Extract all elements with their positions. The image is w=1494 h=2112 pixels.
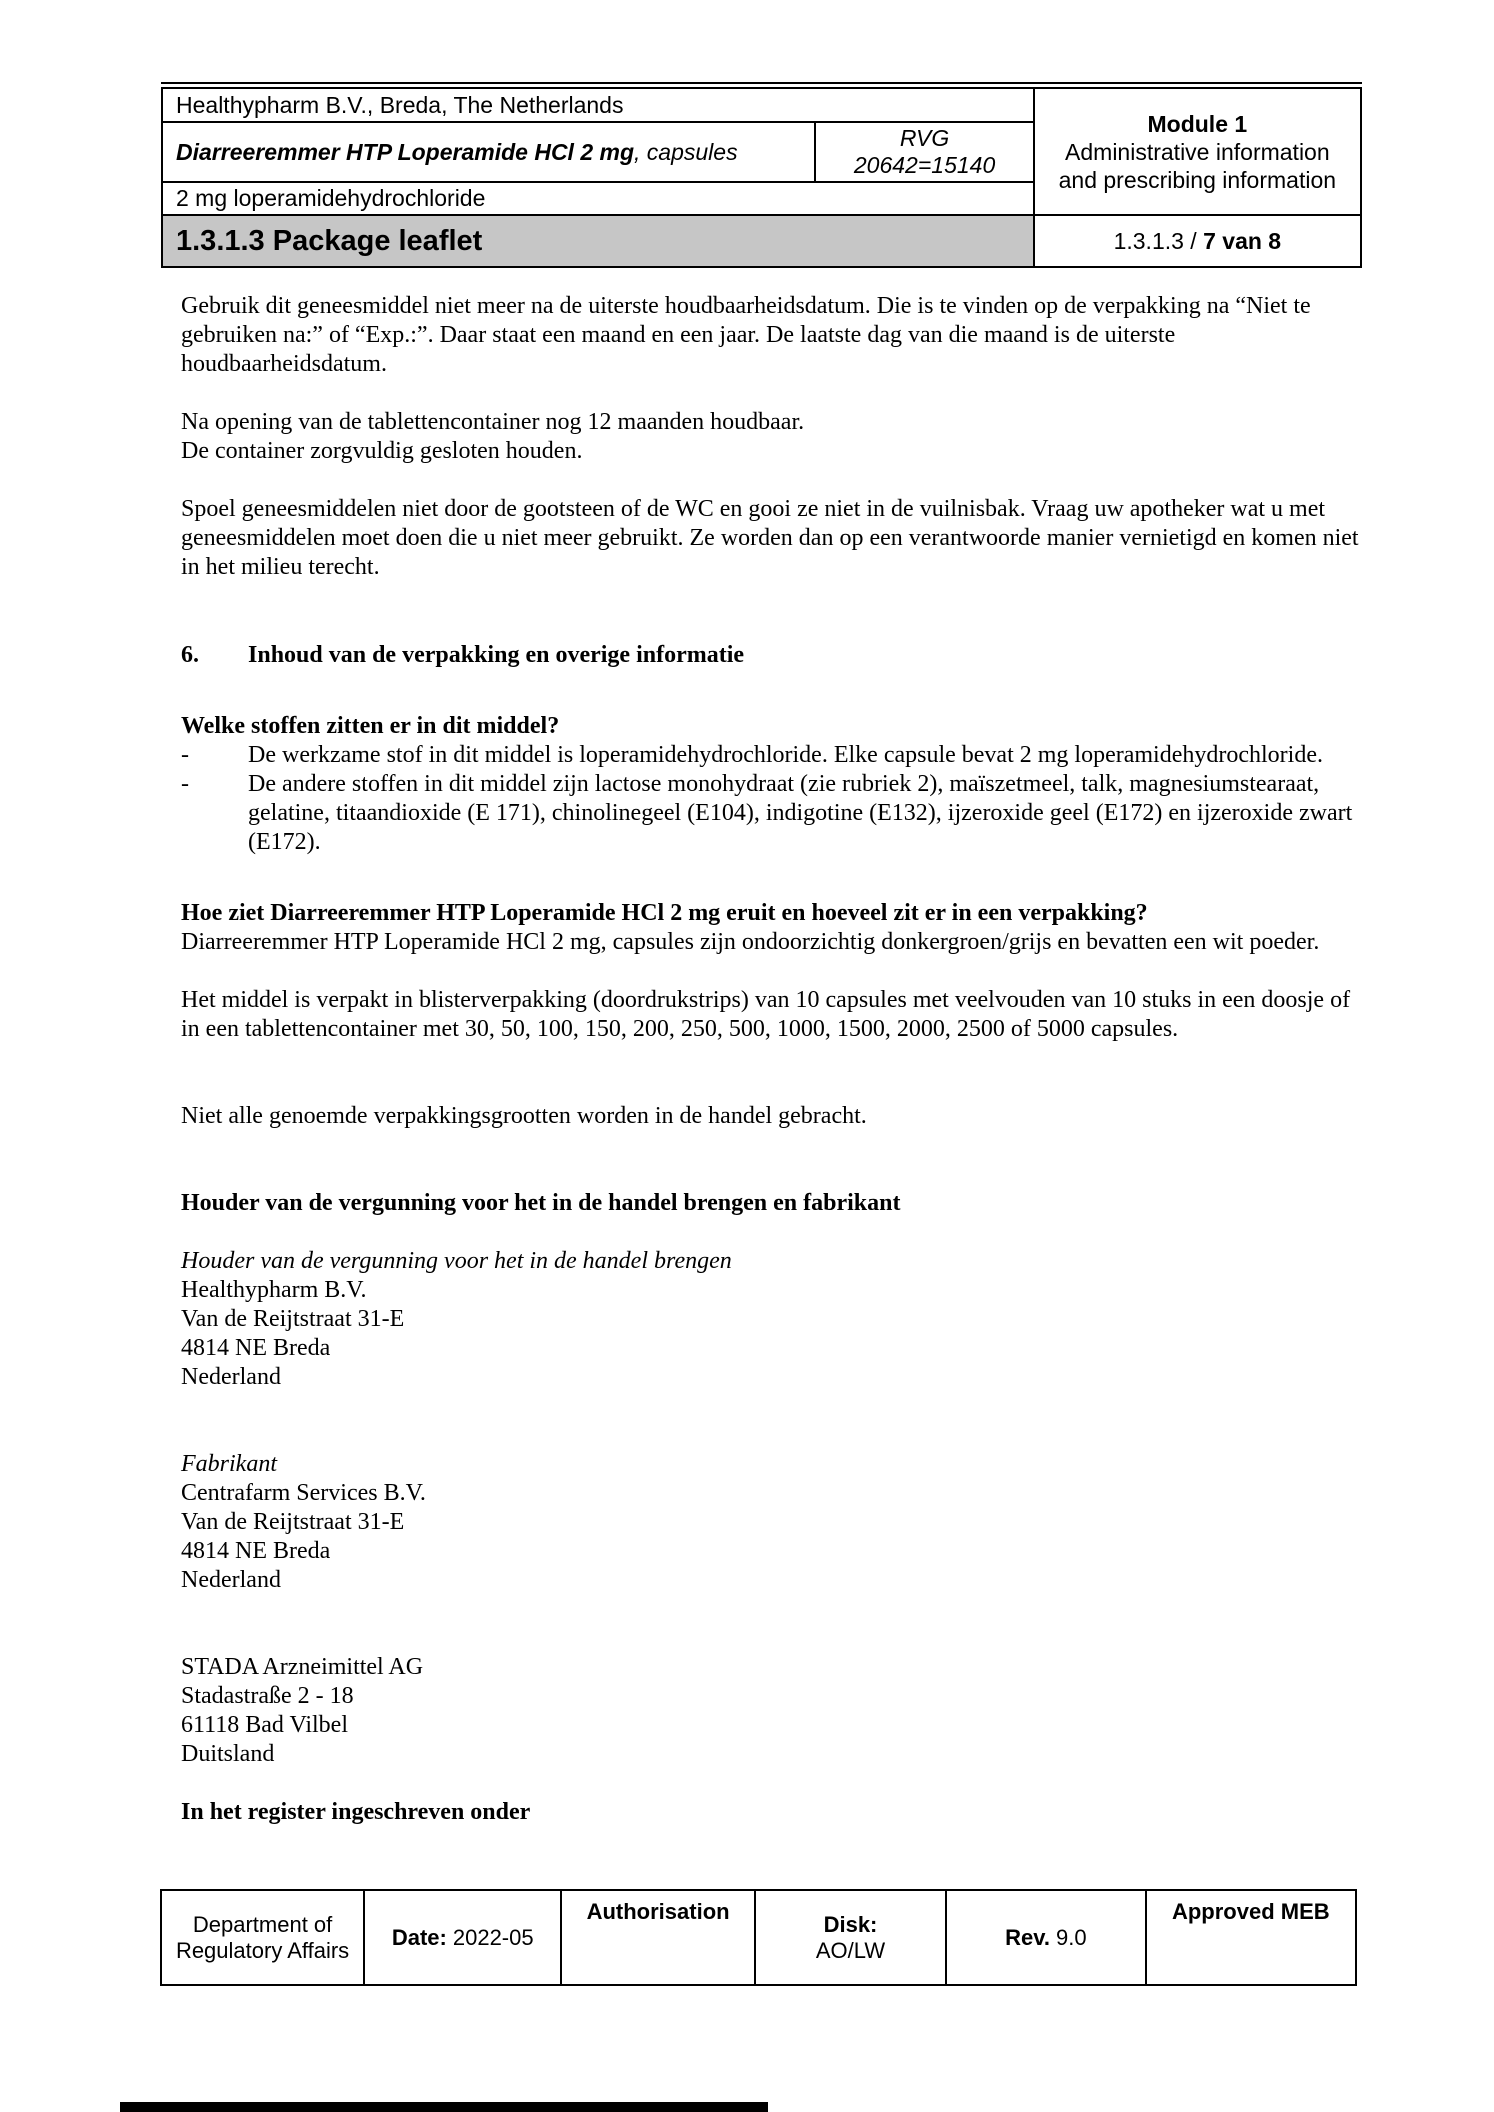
product-cell bbox=[162, 122, 815, 182]
footer-disk-cell bbox=[755, 1890, 946, 1985]
substances-heading: Welke stoffen zitten er in dit middel? bbox=[181, 713, 560, 739]
stada-block bbox=[181, 1653, 1362, 1769]
address-line: STADA Arzneimittel AG bbox=[181, 1654, 424, 1680]
bullet-text: De andere stoffen in dit middel zijn lactose monohydraat (zie rubriek 2), maïszetmeel, talk, magnesiumstearaat, gelatine, titaandioxide (E 171), chinolinegeel (E104), indigotine (E132), ijzeroxide geel (E172) en ijzeroxide zwart (E172). bbox=[248, 771, 1353, 855]
address-line: 4814 NE Breda bbox=[181, 1335, 331, 1361]
paragraph-expiry: Gebruik dit geneesmiddel niet meer na de uiterste houdbaarheidsdatum. Die is te vinden op de verpakking na “Niet te gebruiken na:” of “Exp.:”. Daar staat een maand en een jaar. De laatste dag van die maand is de uiterste houdbaarheidsdatum. bbox=[181, 293, 1311, 377]
bullet-dash: - bbox=[181, 742, 189, 768]
product-name: Diarreeremmer HTP Loperamide HCl 2 mg bbox=[176, 138, 635, 165]
appearance-text: Diarreeremmer HTP Loperamide HCl 2 mg, capsules zijn ondoorzichtig donkergroen/grijs en bevatten een wit poeder. bbox=[181, 929, 1320, 955]
page-reference-cell bbox=[1034, 215, 1361, 267]
rev-value: 9.0 bbox=[1055, 1924, 1087, 1950]
footer-rev-cell bbox=[946, 1890, 1146, 1985]
footer-date-cell bbox=[364, 1890, 561, 1985]
department-line1: Department of bbox=[192, 1911, 333, 1937]
address-line: Centrafarm Services B.V. bbox=[181, 1480, 426, 1506]
department-line2: Regulatory Affairs bbox=[175, 1937, 350, 1963]
approved-label: Approved MEB bbox=[1171, 1899, 1330, 1924]
body-text bbox=[161, 268, 1362, 1827]
paragraph-opening bbox=[181, 408, 1362, 466]
section6-title: Inhoud van de verpakking en overige informatie bbox=[248, 642, 745, 668]
bullet-dash: - bbox=[181, 771, 189, 797]
footer-department-cell bbox=[161, 1890, 364, 1985]
holder-label: Houder van de vergunning voor het in de handel brengen bbox=[181, 1248, 732, 1274]
section-title-bar bbox=[162, 215, 1034, 267]
section6-number: 6. bbox=[181, 642, 199, 668]
address-line: 4814 NE Breda bbox=[181, 1538, 331, 1564]
date-label: Date: bbox=[391, 1924, 447, 1950]
header-table bbox=[161, 87, 1362, 268]
module-line1: Administrative information bbox=[1065, 138, 1330, 165]
footer-authorisation-cell bbox=[561, 1890, 755, 1985]
fabrikant-block bbox=[181, 1450, 1362, 1595]
authorisation-label: Authorisation bbox=[586, 1899, 730, 1924]
bullet-item-active-substance bbox=[181, 741, 1362, 770]
address-line: Healthypharm B.V. bbox=[181, 1277, 367, 1303]
rvg-cell bbox=[815, 122, 1033, 182]
disk-value: AO/LW bbox=[815, 1937, 886, 1963]
address-line: 61118 Bad Vilbel bbox=[181, 1712, 348, 1738]
section6-heading bbox=[181, 641, 1362, 670]
footer-table bbox=[160, 1889, 1357, 1986]
page-ref-number: 7 van 8 bbox=[1203, 227, 1282, 254]
section-title: 1.3.1.3 Package leaflet bbox=[176, 224, 483, 257]
page-ref-prefix: 1.3.1.3 / bbox=[1113, 227, 1204, 254]
address-line: Duitsland bbox=[181, 1741, 275, 1767]
module-cell bbox=[1034, 88, 1361, 215]
bullet-text: De werkzame stof in dit middel is loperamidehydrochloride. Elke capsule bevat 2 mg loperamidehydrochloride. bbox=[248, 742, 1323, 768]
product-suffix: , capsules bbox=[634, 138, 738, 165]
rev-label: Rev. bbox=[1005, 1924, 1050, 1950]
module-line2: and prescribing information bbox=[1058, 166, 1337, 193]
disk-label: Disk: bbox=[823, 1911, 878, 1937]
header-top-rule bbox=[161, 82, 1362, 84]
holder-heading: Houder van de vergunning voor het in de handel brengen en fabrikant bbox=[181, 1190, 901, 1216]
appearance-heading: Hoe ziet Diarreeremmer HTP Loperamide HCl 2 mg eruit en hoeveel zit er in een verpakking? bbox=[181, 900, 1148, 926]
company-name: Healthypharm B.V., Breda, The Netherlands bbox=[176, 91, 624, 118]
packaging-paragraph: Het middel is verpakt in blisterverpakking (doordrukstrips) van 10 capsules met veelvouden van 10 stuks in een doosje of in een tablettencontainer met 30, 50, 100, 150, 200, 250, 500, 1000, 1500, 2000, 2500 of 5000 capsules. bbox=[181, 987, 1351, 1042]
substance-cell bbox=[162, 182, 1034, 215]
footer-approved-cell bbox=[1146, 1890, 1356, 1985]
address-line: Van de Reijtstraat 31-E bbox=[181, 1306, 405, 1332]
address-line: Stadastraße 2 - 18 bbox=[181, 1683, 354, 1709]
not-all-paragraph: Niet alle genoemde verpakkingsgrootten worden in de handel gebracht. bbox=[181, 1103, 867, 1129]
bullet-item-other-substances bbox=[181, 770, 1362, 857]
page-bottom-cutoff-bar bbox=[120, 2102, 768, 2112]
opening-line-2: De container zorgvuldig gesloten houden. bbox=[181, 438, 583, 464]
module-title: Module 1 bbox=[1147, 110, 1248, 137]
date-value: 2022-05 bbox=[452, 1924, 534, 1950]
paragraph-disposal: Spoel geneesmiddelen niet door de gootsteen of de WC en gooi ze niet in de vuilnisbak. Vraag uw apotheker wat u met geneesmiddelen moet doen die u niet meer gebruikt. Ze worden dan op een verantwoorde manier vernietigd en komen niet in het milieu terecht. bbox=[181, 496, 1359, 580]
holder-block bbox=[181, 1247, 1362, 1392]
rvg-number: RVG 20642=15140 bbox=[853, 125, 996, 178]
address-line: Van de Reijtstraat 31-E bbox=[181, 1509, 405, 1535]
leaflet-page bbox=[161, 82, 1362, 1963]
opening-line-1: Na opening van de tablettencontainer nog 12 maanden houdbaar. bbox=[181, 409, 805, 435]
address-line: Nederland bbox=[181, 1567, 281, 1593]
appearance-section bbox=[181, 899, 1362, 957]
company-cell bbox=[162, 88, 1034, 122]
address-line: Nederland bbox=[181, 1364, 281, 1390]
substance-text: 2 mg loperamidehydrochloride bbox=[176, 185, 486, 211]
register-heading: In het register ingeschreven onder bbox=[181, 1799, 531, 1825]
fabrikant-label: Fabrikant bbox=[181, 1451, 277, 1477]
